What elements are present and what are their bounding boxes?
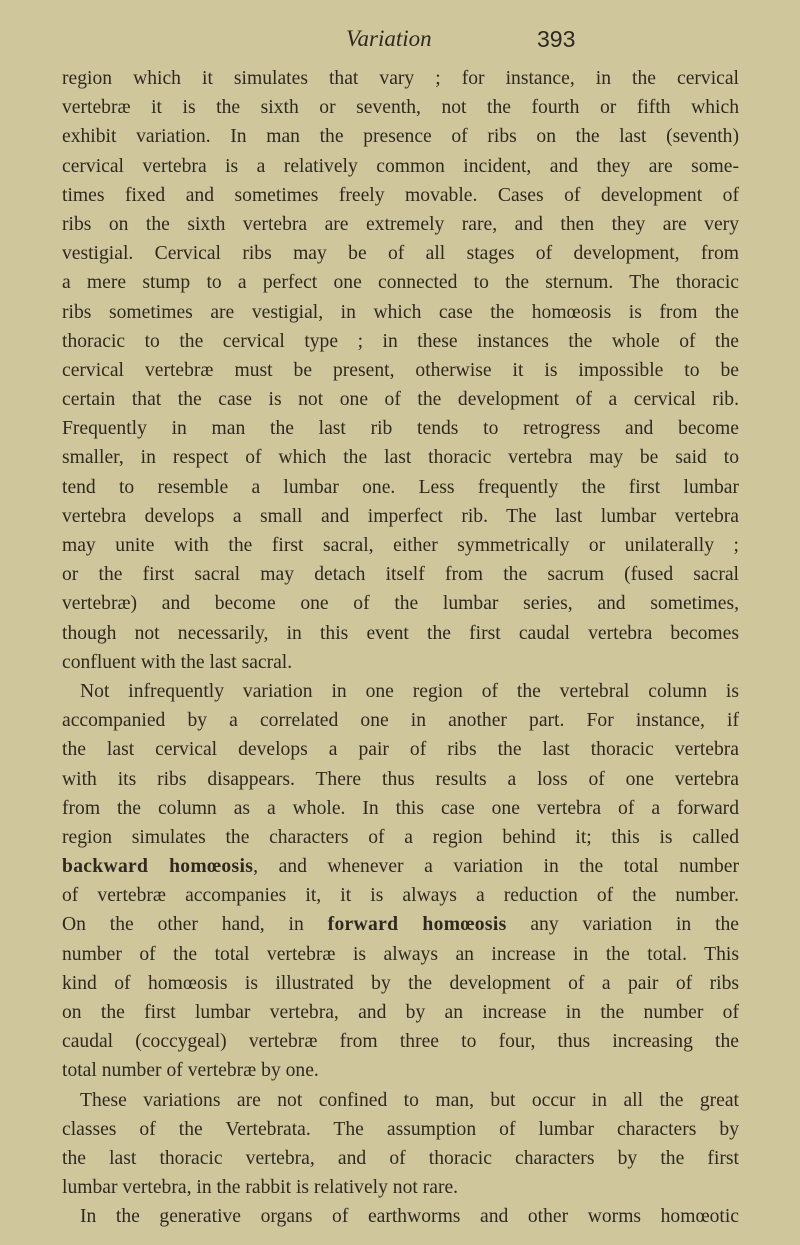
- text-line: region which it simulates that vary ; for instance, in the cervical: [62, 68, 739, 89]
- text-line: classes of the Vertebrata. The assumption of lumbar characters by: [62, 1118, 739, 1140]
- text-line: total number of vertebræ by one.: [62, 1060, 319, 1082]
- text-line: with its ribs disappears. There thus results a loss of one vertebra: [62, 768, 739, 790]
- text-line: thoracic to the cervical type ; in these instances the whole of the: [62, 330, 739, 352]
- page-number: 393: [537, 26, 576, 52]
- text-line: times fixed and sometimes freely movable. Cases of development of: [62, 184, 739, 206]
- text-line: These variations are not confined to man, but occur in all the great: [80, 1089, 739, 1111]
- text-line: a mere stump to a perfect one connected to the sternum. The thoracic: [62, 272, 739, 294]
- text-line: the last thoracic vertebra, and of thoracic characters by the first: [62, 1147, 739, 1169]
- text-line: number of the total vertebræ is always an increase in the total. This: [62, 943, 739, 965]
- text-line: the last cervical develops a pair of ribs the last thoracic vertebra: [62, 739, 739, 761]
- body-text: [62, 64, 739, 1232]
- text-line: confluent with the last sacral.: [62, 651, 293, 673]
- text-line: ribs on the sixth vertebra are extremely rare, and then they are very: [62, 213, 739, 235]
- text-line: tend to resemble a lumbar one. Less frequently the first lumbar: [62, 476, 739, 498]
- text-line: smaller, in respect of which the last thoracic vertebra may be said to: [62, 447, 739, 469]
- text-line: or the first sacral may detach itself from the sacrum (fused sacral: [62, 564, 739, 586]
- text-line: [62, 852, 739, 881]
- text-line: certain that the case is not one of the development of a cervical rib.: [62, 389, 739, 411]
- text-segment: , and whenever a variation in the total number: [253, 856, 740, 878]
- text-line: vertebræ) and become one of the lumbar series, and sometimes,: [62, 593, 739, 615]
- text-line: accompanied by a correlated one in another part. For instance, if: [62, 710, 739, 732]
- text-line: from the column as a whole. In this case one vertebra of a forward: [62, 797, 739, 819]
- text-line: cervical vertebra is a relatively common incident, and they are some-: [62, 155, 739, 177]
- text-line: vertebræ it is the sixth or seventh, not the fourth or fifth which: [62, 97, 739, 119]
- text-line: In the generative organs of earthworms and other worms homœotic: [80, 1206, 739, 1228]
- text-line: vestigial. Cervical ribs may be of all stages of development, from: [62, 243, 739, 265]
- text-line: may unite with the first sacral, either symmetrically or unilaterally ;: [62, 535, 739, 556]
- text-line: lumbar vertebra, in the rabbit is relatively not rare.: [62, 1177, 459, 1199]
- text-line: [62, 910, 739, 939]
- text-line: Not infrequently variation in one region of the vertebral column is: [80, 680, 739, 702]
- text-line: of vertebræ accompanies it, it is always a reduction of the number.: [62, 885, 739, 907]
- text-line: though not necessarily, in this event the first caudal vertebra becomes: [62, 622, 739, 644]
- text-line: vertebra develops a small and imperfect rib. The last lumbar vertebra: [62, 505, 739, 527]
- text-line: on the first lumbar vertebra, and by an increase in the number of: [62, 1002, 739, 1023]
- text-segment: any variation in the: [506, 914, 740, 936]
- bold-term: forward homœosis: [327, 914, 507, 936]
- text-line: Frequently in man the last rib tends to retrogress and become: [62, 418, 739, 440]
- text-line: caudal (coccygeal) vertebræ from three to four, thus increasing the: [62, 1031, 739, 1053]
- text-line: region simulates the characters of a region behind it; this is called: [62, 826, 739, 848]
- text-line: kind of homœosis is illustrated by the development of a pair of ribs: [62, 972, 739, 994]
- bold-term: backward homœosis: [62, 856, 254, 878]
- running-header-title: Variation: [346, 26, 432, 51]
- text-segment: On the other hand, in: [62, 914, 328, 936]
- text-line: exhibit variation. In man the presence of ribs on the last (seventh): [62, 126, 739, 148]
- text-line: ribs sometimes are vestigial, in which case the homœosis is from the: [62, 301, 739, 323]
- text-line: cervical vertebræ must be present, otherwise it is impossible to be: [62, 359, 739, 381]
